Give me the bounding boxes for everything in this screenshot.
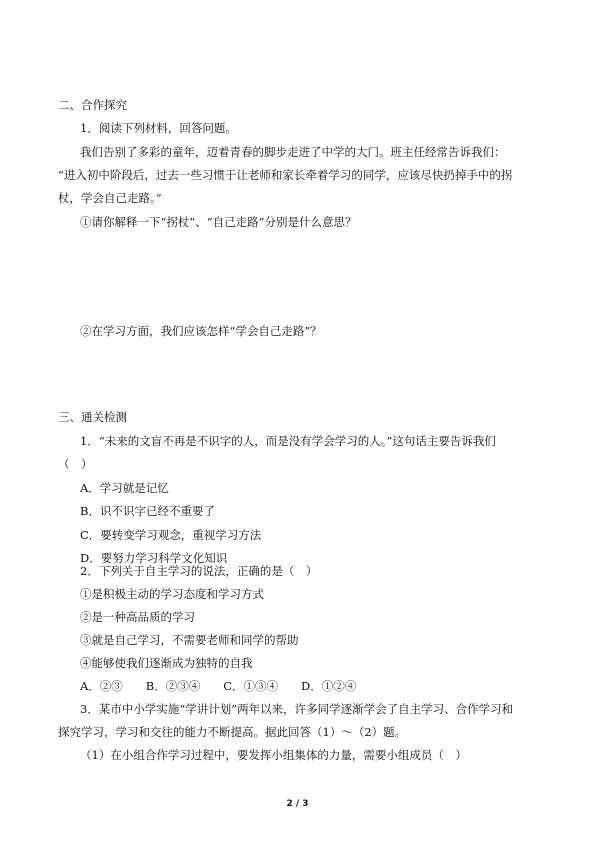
material-line-2: “进入初中阶段后，过去一些习惯于让老师和家长牵着学习的同学，应该尽快扔掉手中的拐	[58, 168, 513, 182]
statement-4: ④能够使我们逐渐成为独特的自我	[80, 656, 253, 670]
option-c: C．要转变学习观念，重视学习方法	[80, 528, 262, 542]
test-question-3-stem-line-1: 3．某市中小学实施“学讲计划”两年以来，许多同学逐渐学会了自主学习、合作学习和	[80, 702, 514, 716]
section-heading-test: 三、通关检测	[58, 410, 127, 424]
option-b: B．识不识字已经不重要了	[80, 504, 215, 518]
test-question-1-bracket: （ ）	[58, 457, 93, 471]
sub-question-2: ②在学习方面，我们应该怎样“学会自己走路”？	[80, 324, 322, 338]
test-question-2-stem: 2．下列关于自主学习的说法，正确的是（ ）	[80, 564, 318, 578]
question-1-intro: 1．阅读下列材料，回答问题。	[80, 121, 237, 135]
test-question-1-stem: 1．“未来的文盲不再是不识字的人，而是没有学会学习的人。”这句话主要告诉我们	[80, 434, 496, 448]
material-line-1: 我们告别了多彩的童年，迈着青春的脚步走进了中学的大门。班主任经常告诉我们：	[80, 145, 506, 159]
statement-3: ③就是自己学习，不需要老师和同学的帮助	[80, 633, 299, 647]
page-number: 2 / 3	[286, 799, 309, 809]
statement-1: ①是积极主动的学习态度和学习方式	[80, 587, 264, 601]
test-question-3-stem-line-2: 探究学习，学习和交往的能力不断提高。据此回答（1）～（2）题。	[58, 725, 407, 739]
option-d: D．要努力学习科学文化知识	[80, 551, 228, 565]
option-a: A．学习就是记忆	[80, 481, 169, 495]
question-2-options: A．②③ B．②③④ C．①③④ D．①②④	[80, 679, 357, 693]
statement-2: ②是一种高品质的学习	[80, 610, 195, 624]
material-line-3: 杖，学会自己走路。”	[58, 191, 162, 205]
test-question-3-sub-1: （1）在小组合作学习过程中，要发挥小组集体的力量，需要小组成员（ ）	[80, 748, 467, 762]
section-heading-cooperation: 二、合作探究	[58, 98, 127, 112]
sub-question-1: ①请你解释一下“拐杖”、“自己走路”分别是什么意思？	[80, 215, 357, 229]
